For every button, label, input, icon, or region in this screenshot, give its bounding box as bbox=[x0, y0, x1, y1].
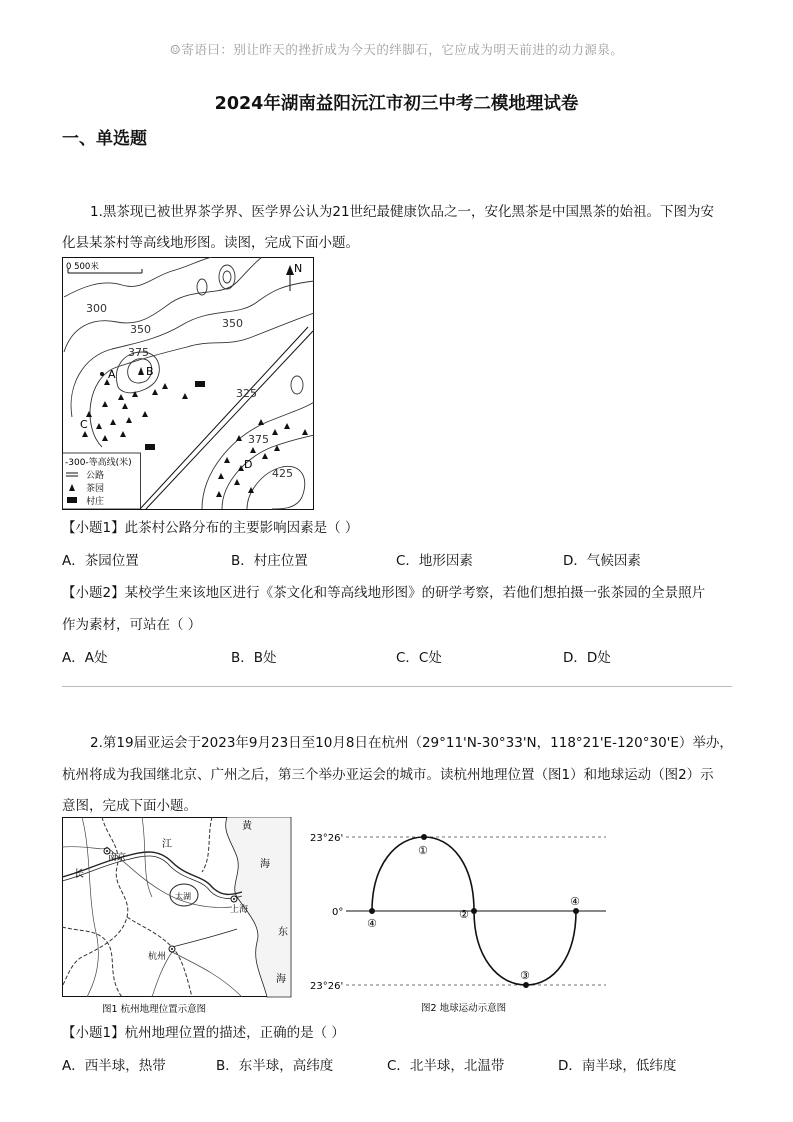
point-label: D bbox=[244, 458, 253, 471]
question-divider bbox=[62, 686, 732, 687]
marker-3: ③ bbox=[520, 969, 530, 982]
q1-stem bbox=[62, 197, 742, 228]
motto: ☺寄语曰：别让昨天的挫折成为今天的绊脚石，它应成为明天前进的动力源泉。 bbox=[169, 42, 624, 57]
q2-sub1-option-d[interactable]: D．南半球，低纬度 bbox=[558, 1058, 677, 1074]
q1-sub1-option-d[interactable]: D．气候因素 bbox=[563, 553, 641, 569]
contour-label: 375 bbox=[128, 346, 149, 359]
q2-sub1-option-b[interactable]: B．东半球，高纬度 bbox=[216, 1058, 334, 1074]
label-shanghai: 上海 bbox=[230, 905, 249, 915]
q1-sub1-option-b[interactable]: B．村庄位置 bbox=[231, 553, 308, 569]
label-huang: 黄 bbox=[242, 821, 252, 832]
marker-4-right: ④ bbox=[570, 895, 580, 908]
point-label: A bbox=[108, 368, 116, 381]
y-label-bottom: 23°26' bbox=[310, 981, 344, 992]
label-taihu: 太湖 bbox=[175, 892, 191, 901]
point-label: C bbox=[80, 418, 88, 431]
page-title: 2024年湖南益阳沅江市初三中考二模地理试卷 bbox=[214, 94, 579, 114]
contour-label: 350 bbox=[222, 317, 243, 330]
label-jiang: 江 bbox=[162, 839, 172, 850]
label-dong: 东 bbox=[278, 927, 288, 938]
marker-2: ② bbox=[459, 908, 469, 921]
q1-sub1-option-c[interactable]: C．地形因素 bbox=[396, 553, 473, 569]
q2-sub1-stem: 【小题1】杭州地理位置的描述，正确的是（ ） bbox=[62, 1025, 345, 1041]
contour-label: 350 bbox=[130, 323, 151, 336]
point-label: B bbox=[146, 365, 154, 378]
label-hai-2: 海 bbox=[276, 974, 286, 985]
q1-sub2-option-c[interactable]: C．C处 bbox=[396, 650, 442, 666]
q2-stem-line2: 杭州将成为我国继北京、广州之后，第三个举办亚运会的城市。读杭州地理位置（图1）和地球运动（图2）示 bbox=[62, 767, 714, 783]
q1-sub2-option-d[interactable]: D．D处 bbox=[563, 650, 611, 666]
q1-sub2-option-a[interactable]: A．A处 bbox=[62, 650, 108, 666]
q1-sub2-stem-line1: 【小题2】某校学生来该地区进行《茶文化和等高线地形图》的研学考察，若他们想拍摄一张茶园的全景照片 bbox=[62, 585, 706, 601]
marker-4-left: ④ bbox=[367, 917, 377, 930]
y-label-top: 23°26' bbox=[310, 833, 344, 844]
contour-label: 325 bbox=[236, 387, 257, 400]
north-label: N bbox=[294, 262, 303, 275]
label-hangzhou: 杭州 bbox=[148, 952, 167, 962]
village-icon bbox=[195, 381, 205, 387]
legend-road: 公路 bbox=[86, 471, 105, 481]
q2-stem-line1: 2.第19届亚运会于2023年9月23日至10月8日在杭州（29°11'N-30°33'N，118°21'E-120°30'E）举办， bbox=[90, 735, 733, 751]
q2-sub1-option-a[interactable]: A．西半球，热带 bbox=[62, 1058, 166, 1074]
label-nanjing: 南京 bbox=[108, 853, 127, 863]
q1-sub2-option-b[interactable]: B．B处 bbox=[231, 650, 277, 666]
scale-label: 0 500米 bbox=[66, 262, 99, 272]
village-icon bbox=[67, 497, 77, 503]
contour-label: 375 bbox=[248, 433, 269, 446]
q2-sub1-option-c[interactable]: C．北半球，北温带 bbox=[387, 1058, 505, 1074]
q1-sub1-stem: 【小题1】此茶村公路分布的主要影响因素是（ ） bbox=[62, 520, 359, 536]
q1-sub2-stem-line2: 作为素材，可站在（ ） bbox=[62, 617, 202, 633]
q1-stem-line1: 1.黑茶现已被世界茶学界、医学界公认为21世纪最健康饮品之一，安化黑茶是中国黑茶的始祖。下图为安 bbox=[90, 204, 715, 220]
contour-label: 300 bbox=[86, 302, 107, 315]
legend-tea: 茶园 bbox=[86, 484, 105, 494]
earth-motion-chart bbox=[306, 825, 611, 1017]
q2-stem-line3: 意图，完成下面小题。 bbox=[62, 798, 197, 814]
marker-1: ① bbox=[418, 844, 428, 857]
legend-contour: -300-等高线(米) bbox=[65, 458, 132, 468]
village-icon bbox=[145, 444, 155, 450]
legend-village: 村庄 bbox=[86, 497, 105, 507]
y-label-zero: 0° bbox=[332, 907, 344, 918]
contour-label: 425 bbox=[272, 467, 293, 480]
label-hai-1: 海 bbox=[260, 859, 270, 870]
q1-sub1-option-a[interactable]: A．茶园位置 bbox=[62, 553, 139, 569]
fig2-caption: 图2 地球运动示意图 bbox=[421, 1003, 507, 1014]
q1-stem-line2: 化县某茶村等高线地形图。读图，完成下面小题。 bbox=[62, 235, 359, 251]
hangzhou-location-map bbox=[62, 817, 292, 1017]
fig1-caption: 图1 杭州地理位置示意图 bbox=[102, 1004, 207, 1015]
contour-map bbox=[62, 257, 314, 510]
section-heading: 一、单选题 bbox=[62, 129, 147, 149]
label-chang: 长 bbox=[74, 869, 84, 880]
